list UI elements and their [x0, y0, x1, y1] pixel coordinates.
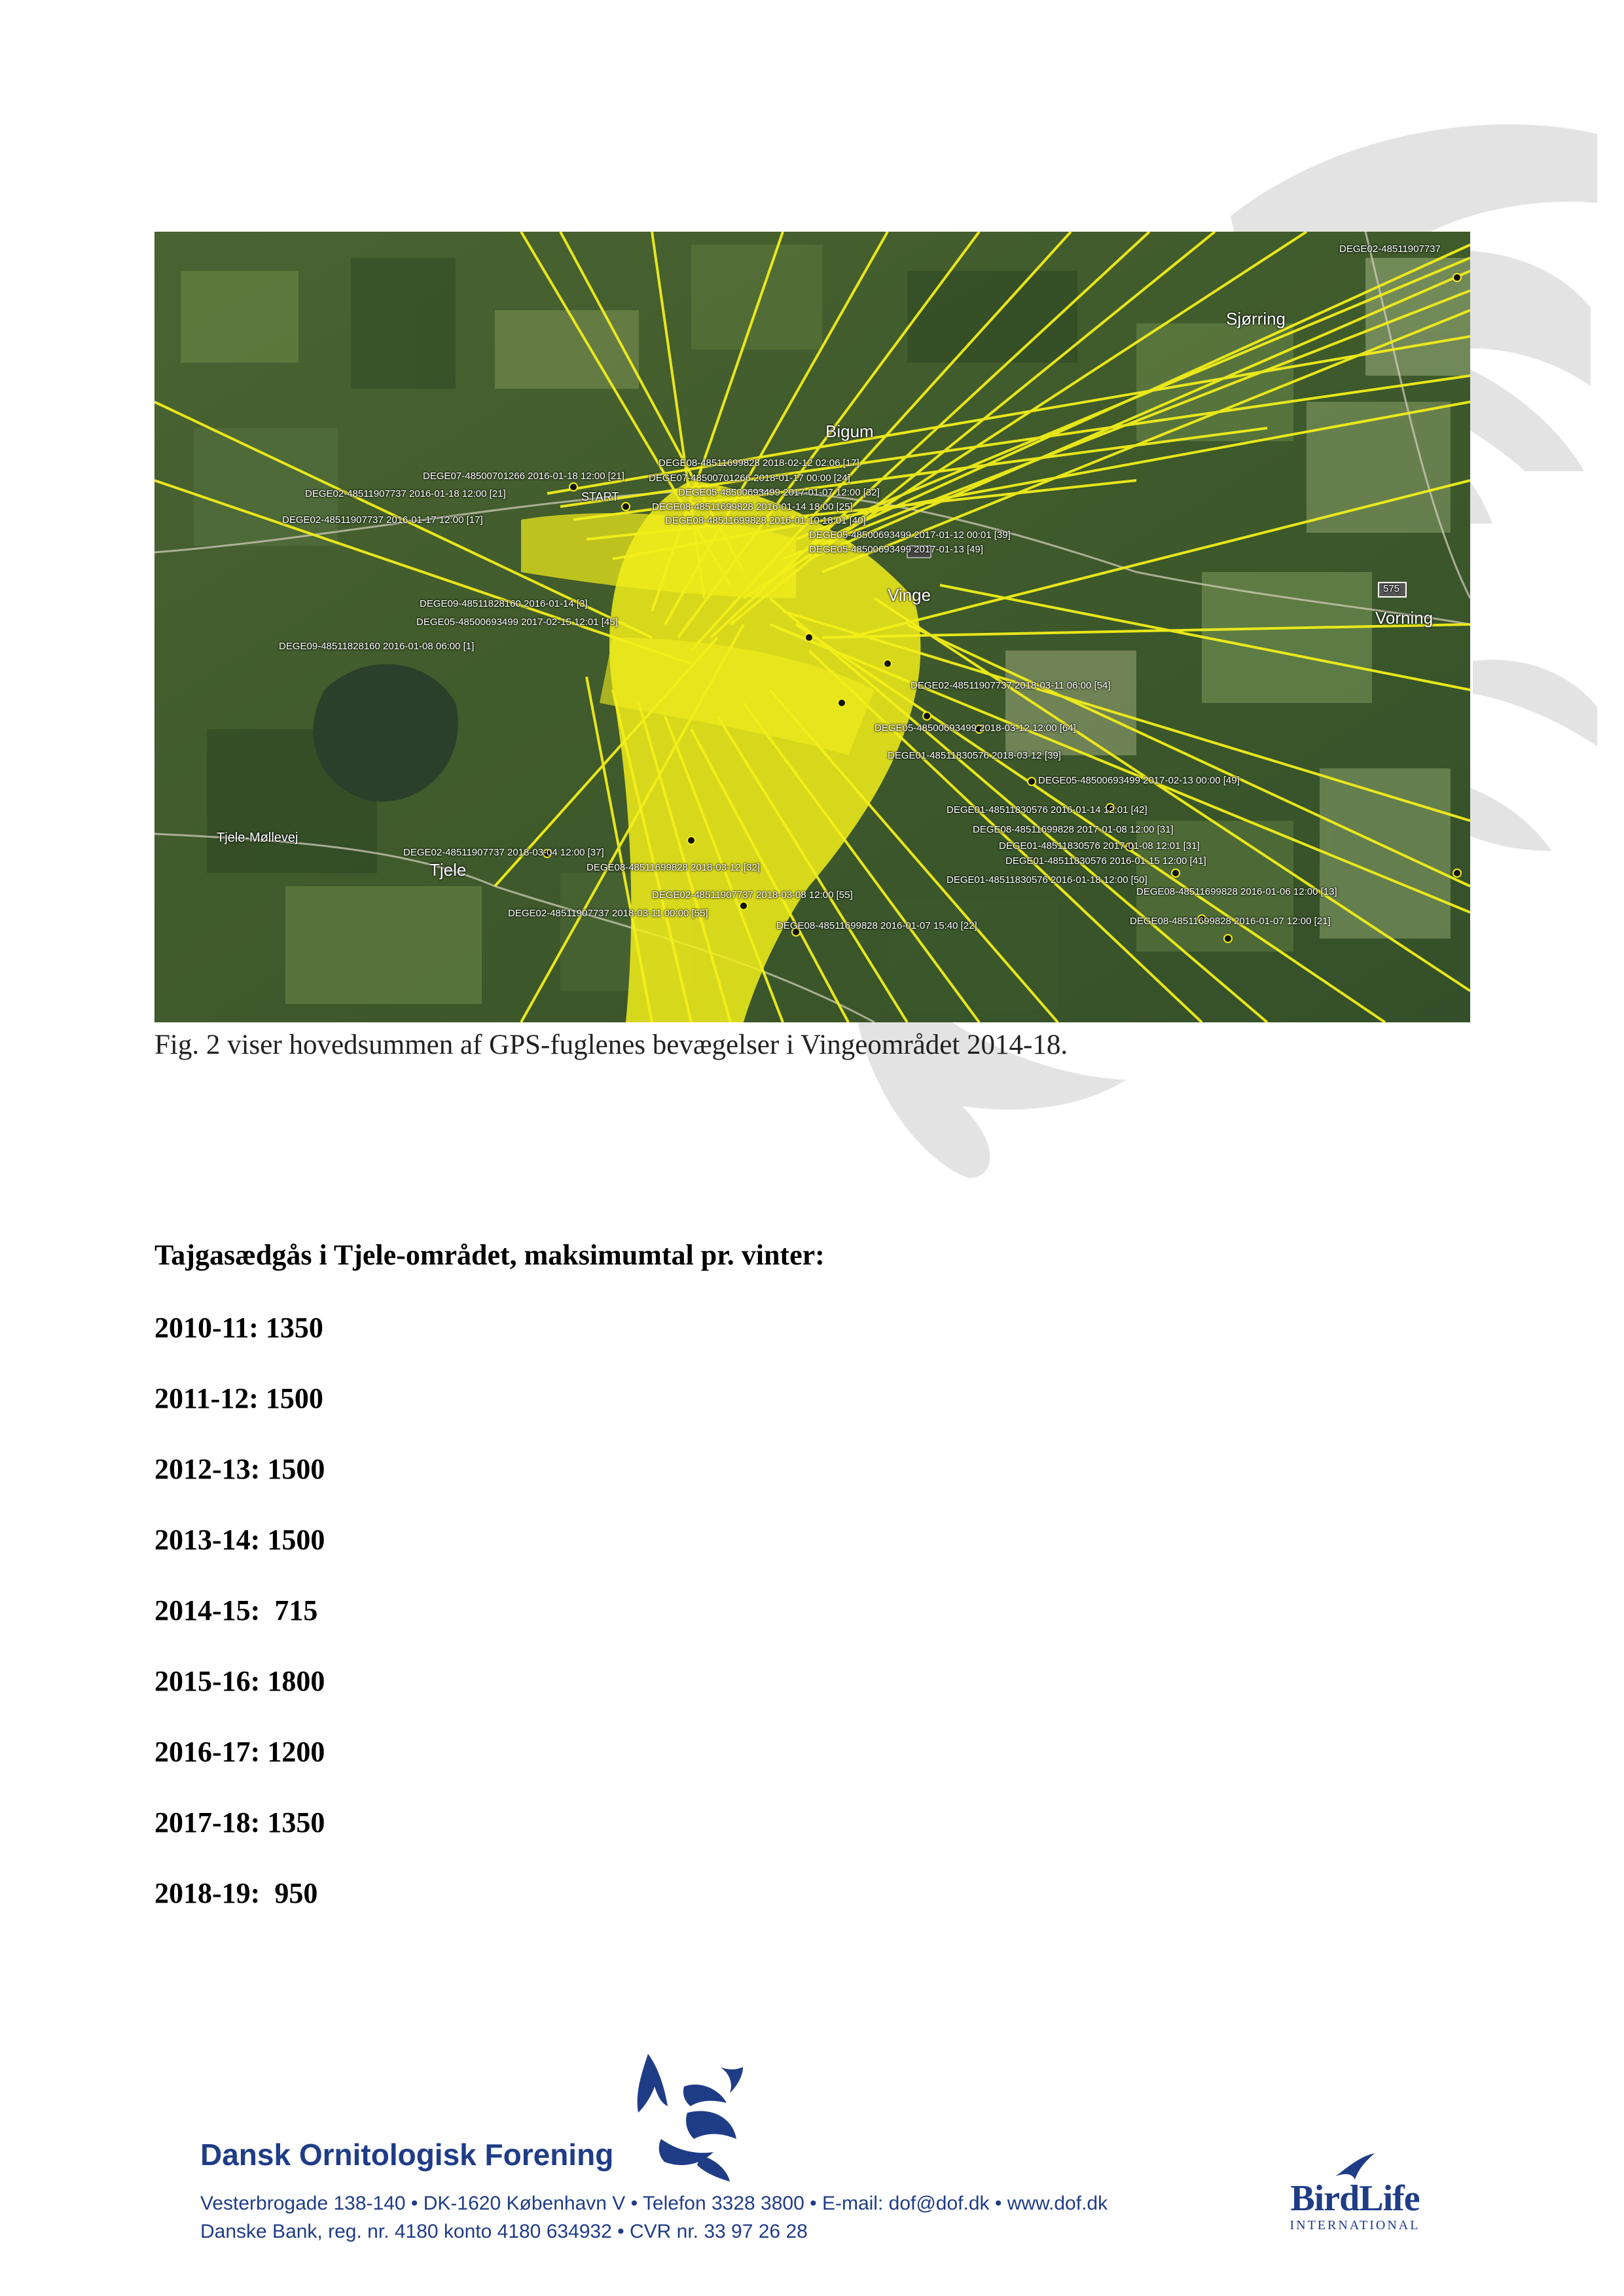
season-label: 2010-11:: [154, 1312, 259, 1344]
count-value: 1500: [267, 1524, 325, 1556]
road-label-tjele-mollevej: Tjele-Møllevej: [217, 831, 298, 845]
track-label: DEGE02-48511907737: [1339, 243, 1441, 255]
count-value: 950: [274, 1877, 318, 1909]
track-label: DEGE02-48511907737 2018-03-11 00:00 [55]: [508, 908, 708, 919]
track-label: DEGE08-48511699828 2016-01-14 18:00 [25]: [652, 501, 853, 512]
track-label: DEGE08-48511699828 2016-01-10 18:01 [40]: [665, 515, 866, 526]
count-row: [154, 1382, 323, 1415]
track-label: DEGE05-48500693499 2017-02-15 12:01 [45]: [416, 617, 618, 628]
season-label: 2016-17:: [154, 1736, 261, 1768]
count-row: [154, 1311, 323, 1344]
count-row: [154, 1452, 325, 1486]
track-label: DEGE08-48511699828 2018-02-12 02:06 [17]: [659, 457, 859, 469]
route-number-label: 575: [1383, 583, 1400, 594]
town-label-vorning: Vorning: [1375, 608, 1434, 628]
track-label: DEGE02-48511907737 2018-03-08 12:00 [55]: [652, 889, 853, 901]
track-label: DEGE08-48511699828 2016-01-06 12:00 [13]: [1136, 886, 1337, 897]
count-value: 1200: [267, 1736, 325, 1768]
dof-bird-logo-icon: [622, 2041, 772, 2185]
track-label: DEGE07-48500701266 2016-01-18 12:00 [21]: [423, 471, 624, 482]
count-value: 715: [274, 1594, 318, 1626]
track-label: DEGE08-48511699828 2017-01-08 12:00 [31]: [973, 824, 1174, 835]
count-row: [154, 1594, 317, 1627]
track-label: DEGE01-48511830576 2016-01-18 12:00 [50]: [947, 874, 1147, 886]
count-value: 1350: [267, 1806, 325, 1839]
birdlife-name: BirdLife: [1290, 2178, 1420, 2219]
track-label: DEGE02-48511907737 2018-03-04 12:00 [37]: [403, 847, 604, 858]
organisation-bank-details: Danske Bank, reg. nr. 4180 konto 4180 634932 • CVR nr. 33 97 26 28: [200, 2221, 808, 2242]
count-value: 1500: [265, 1382, 323, 1414]
track-label: DEGE01-48511830576 2018-03-12 [39]: [888, 750, 1061, 761]
count-row: [154, 1664, 325, 1698]
track-label: DEGE05-48500693499 2017-02-13 00:00 [49]: [1038, 775, 1240, 786]
track-label: DEGE09-48511828160 2016-01-08 06:00 [1]: [279, 641, 475, 652]
track-label: DEGE02-48511907737 2016-01-17 12:00 [17]: [282, 514, 483, 526]
track-label: DEGE05-48500693499 2017-01-12 00:01 [39]: [809, 529, 1011, 541]
count-value: 1500: [267, 1453, 325, 1485]
track-label: DEGE05-48500693499 2018-03-12 12:00 [64]: [875, 723, 1076, 734]
track-label: DEGE01-48511830576 2016-01-14 12:01 [42]: [947, 804, 1147, 816]
town-label-sjorring: Sjørring: [1226, 309, 1286, 329]
track-label: DEGE08-48511699828 2016-01-07 12:00 [21]: [1130, 916, 1331, 927]
birdlife-subtitle: INTERNATIONAL: [1290, 2218, 1420, 2233]
figure-caption: Fig. 2 viser hovedsummen af GPS-fuglenes bevægelser i Vingeområdet 2014-18.: [154, 1030, 1068, 1060]
town-label-vinge: Vinge: [888, 585, 931, 605]
season-label: 2017-18:: [154, 1806, 261, 1839]
track-label: DEGE08-48511699828 2018-03-12 [32]: [586, 862, 760, 873]
counts-heading: Tajgasædgås i Tjele-området, maksimumtal pr. vinter:: [154, 1239, 825, 1271]
season-label: 2014-15:: [154, 1594, 261, 1626]
track-label: DEGE07-48500701266 2018-01-17 00:00 [24]: [649, 473, 850, 484]
start-label: START: [581, 490, 619, 503]
birdlife-logo: [1280, 2150, 1430, 2233]
count-row: [154, 1806, 325, 1839]
track-label: DEGE02-48511907737 2018-03-11 06:00 [54]: [911, 680, 1111, 691]
track-label: DEGE09-48511828160 2016-01-14 [3]: [420, 598, 588, 609]
season-label: 2012-13:: [154, 1453, 261, 1485]
count-value: 1350: [265, 1312, 323, 1344]
count-value: 1800: [267, 1665, 325, 1697]
season-label: 2015-16:: [154, 1665, 261, 1697]
season-label: 2018-19:: [154, 1877, 261, 1909]
track-label: DEGE08-48511699828 2016-01-07 15:40 [22]: [776, 920, 977, 931]
track-label: DEGE05-48500693499 2017-01-13 [49]: [809, 544, 984, 555]
track-label: DEGE02-48511907737 2016-01-18 12:00 [21]: [305, 488, 506, 499]
organisation-address: Vesterbrogade 138-140 • DK-1620 København V • Telefon 3328 3800 • E-mail: dof@dof.dk • www.dof.dk: [200, 2193, 1108, 2214]
count-row: [154, 1523, 325, 1556]
track-label: DEGE01-48511830576 2017-01-08 12:01 [31]: [999, 840, 1200, 852]
track-label: DEGE01-48511830576 2016-01-15 12:00 [41]: [1005, 855, 1206, 867]
organisation-name: Dansk Ornitologisk Forening: [200, 2138, 614, 2172]
town-label-tjele: Tjele: [429, 860, 467, 880]
season-label: 2013-14:: [154, 1524, 261, 1556]
gps-movement-map: [154, 232, 1470, 1022]
town-label-bigum: Bigum: [825, 422, 874, 441]
count-row: [154, 1735, 325, 1768]
season-label: 2011-12:: [154, 1382, 259, 1414]
count-row: [154, 1876, 317, 1910]
track-label: DEGE05-48500693499 2017-01-07 12:00 [32]: [678, 487, 880, 498]
